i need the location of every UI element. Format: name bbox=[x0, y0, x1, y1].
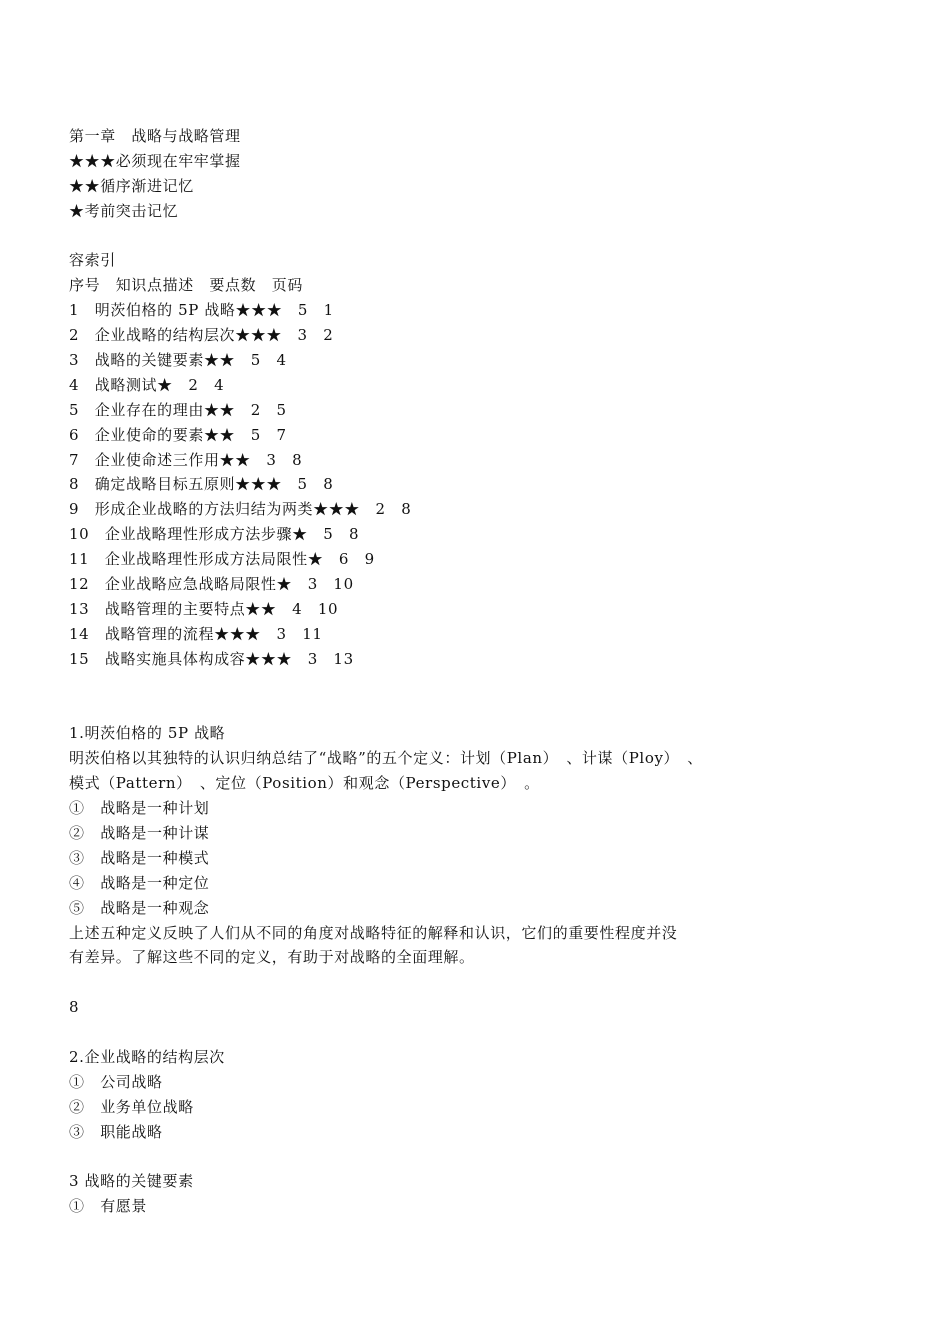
section-1-list-item: ① 战略是一种计划 bbox=[69, 799, 210, 818]
index-row: 4 战略测试★ 2 4 bbox=[69, 375, 225, 394]
section-1-title: 1.明茨伯格的 5P 战略 bbox=[69, 724, 226, 743]
section-2-list-item: ① 公司战略 bbox=[69, 1072, 163, 1091]
document-page bbox=[69, 124, 889, 1219]
section-1-list-item: ⑤ 战略是一种观念 bbox=[69, 898, 210, 917]
index-row: 1 明茨伯格的 5P 战略★★★ 5 1 bbox=[69, 301, 334, 320]
section-1-summary-line-2: 有差异。了解这些不同的定义，有助于对战略的全面理解。 bbox=[69, 948, 475, 967]
chapter-title: 第一章 战略与战略管理 bbox=[69, 127, 241, 145]
index-row: 10 企业战略理性形成方法步骤★ 5 8 bbox=[69, 525, 360, 544]
index-row: 12 企业战略应急战略局限性★ 3 10 bbox=[69, 575, 354, 594]
spacer bbox=[69, 1145, 889, 1170]
section-1-intro-line-2: 模式（Pattern） 、定位（Position）和观念（Perspective） 。 bbox=[69, 774, 540, 793]
index-row: 7 企业使命述三作用★★ 3 8 bbox=[69, 450, 303, 469]
section-2-list-item: ③ 职能战略 bbox=[69, 1122, 163, 1141]
section-1-list-item: ③ 战略是一种模式 bbox=[69, 848, 210, 867]
index-row: 9 形成企业战略的方法归结为两类★★★ 2 8 bbox=[69, 500, 412, 519]
section-3-list-item: ① 有愿景 bbox=[69, 1197, 148, 1216]
index-row: 8 确定战略目标五原则★★★ 5 8 bbox=[69, 475, 334, 494]
index-row: 5 企业存在的理由★★ 2 5 bbox=[69, 400, 287, 419]
index-row: 6 企业使命的要素★★ 5 7 bbox=[69, 425, 287, 444]
spacer bbox=[69, 672, 889, 697]
section-1-list-item: ④ 战略是一种定位 bbox=[69, 873, 210, 892]
spacer bbox=[69, 1020, 889, 1045]
index-row: 2 企业战略的结构层次★★★ 3 2 bbox=[69, 326, 334, 345]
section-1-list-item: ② 战略是一种计谋 bbox=[69, 823, 210, 842]
spacer bbox=[69, 970, 889, 995]
index-row: 14 战略管理的流程★★★ 3 11 bbox=[69, 624, 323, 643]
legend-line-two-stars: ★★循序渐进记忆 bbox=[69, 176, 194, 195]
index-title: 容索引 bbox=[69, 251, 116, 270]
section-1-summary-line-1: 上述五种定义反映了人们从不同的角度对战略特征的解释和认识，它们的重要性程度并没 bbox=[69, 923, 678, 942]
index-column-headers: 序号 知识点描述 要点数 页码 bbox=[69, 276, 304, 295]
index-row: 11 企业战略理性形成方法局限性★ 6 9 bbox=[69, 550, 375, 569]
section-2-list-item: ② 业务单位战略 bbox=[69, 1097, 194, 1116]
legend-line-three-stars: ★★★必须现在牢牢掌握 bbox=[69, 151, 241, 170]
section-2-title: 2.企业战略的结构层次 bbox=[69, 1047, 225, 1066]
index-row: 3 战略的关键要素★★ 5 4 bbox=[69, 351, 287, 370]
spacer bbox=[69, 224, 889, 249]
page-number: 8 bbox=[69, 998, 80, 1017]
index-row: 15 战略实施具体构成容★★★ 3 13 bbox=[69, 649, 354, 668]
legend-line-one-star: ★考前突击记忆 bbox=[69, 201, 179, 220]
section-3-title: 3 战略的关键要素 bbox=[69, 1172, 194, 1191]
section-1-intro-line-1: 明茨伯格以其独特的认识归纳总结了“战略”的五个定义：计划（Plan） 、计谋（Ploy） 、 bbox=[69, 749, 703, 768]
index-row: 13 战略管理的主要特点★★ 4 10 bbox=[69, 599, 339, 618]
spacer bbox=[69, 696, 889, 721]
